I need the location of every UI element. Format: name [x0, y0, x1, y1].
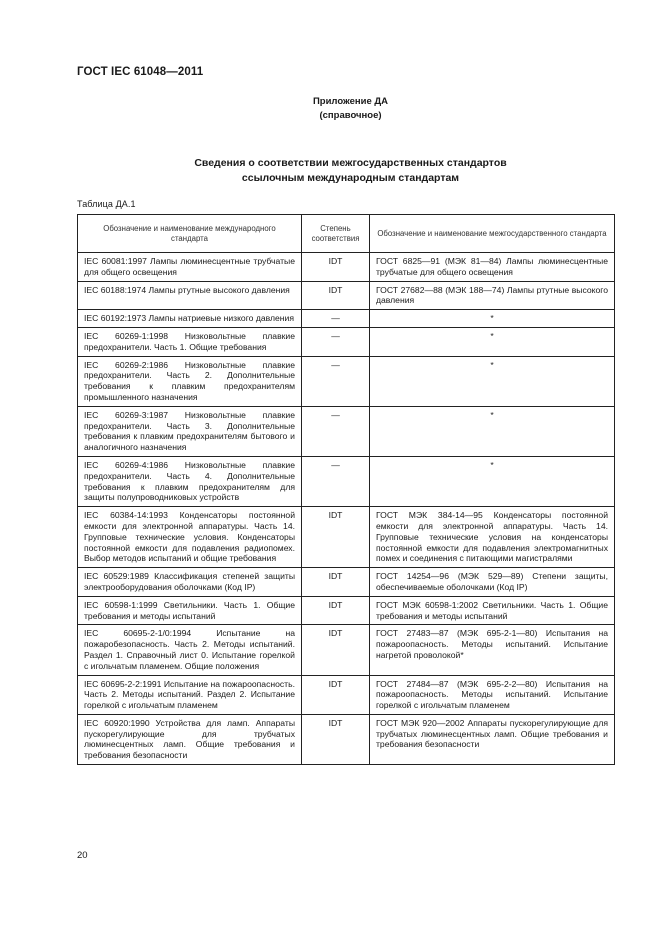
- cell-international-standard: IEC 60529:1989 Классификация степеней защиты электрооборудования оболочками (Код IP): [78, 568, 302, 597]
- table-row: [78, 507, 615, 568]
- cell-interstate-standard: *: [370, 406, 615, 456]
- cell-degree: —: [302, 327, 370, 356]
- cell-interstate-standard: ГОСТ МЭК 60598-1:2002 Светильники. Часть 1. Общие требования и методы испытаний: [370, 596, 615, 625]
- table-row: [78, 456, 615, 506]
- cell-degree: IDT: [302, 507, 370, 568]
- table-row: [78, 406, 615, 456]
- cell-interstate-standard: ГОСТ 6825—91 (МЭК 81—84) Лампы люминесцентные трубчатые для общего освещения: [370, 253, 615, 282]
- header-degree-of-correspondence: Степень соответствия: [302, 215, 370, 253]
- cell-international-standard: IEC 60269-2:1986 Низковольтные плавкие предохранители. Часть 2. Дополнительные требования к плавким предохранителям промышленного назначения: [78, 356, 302, 406]
- correspondence-table: [77, 214, 615, 765]
- cell-degree: IDT: [302, 596, 370, 625]
- cell-international-standard: IEC 60188:1974 Лампы ртутные высокого давления: [78, 281, 302, 310]
- cell-interstate-standard: *: [370, 356, 615, 406]
- cell-international-standard: IEC 60269-4:1986 Низковольтные плавкие предохранители. Часть 4. Дополнительные требования к плавким предохранителям для защиты полупроводниковых устройств: [78, 456, 302, 506]
- table-row: [78, 625, 615, 675]
- table-row: [78, 596, 615, 625]
- table-row: [78, 253, 615, 282]
- page-number: 20: [77, 850, 88, 861]
- cell-interstate-standard: ГОСТ 27682—88 (МЭК 188—74) Лампы ртутные высокого давления: [370, 281, 615, 310]
- appendix-label: Приложение ДА: [312, 96, 389, 107]
- table-row: [78, 310, 615, 328]
- section-title-line-1: Сведения о соответствии межгосударственных стандартов: [194, 157, 507, 169]
- cell-degree: —: [302, 406, 370, 456]
- header-international-standard: Обозначение и наименование международного стандарта: [78, 215, 302, 253]
- document-header: ГОСТ IEC 61048—2011: [77, 66, 204, 78]
- table-row: [78, 356, 615, 406]
- cell-interstate-standard: ГОСТ МЭК 384-14—95 Конденсаторы постоянной емкости для электронной аппаратуры. Часть 14. Групповые технические условия на конденсаторы постоянной емкости для подавления электромагнитных помех и соединения с питающими магистралями: [370, 507, 615, 568]
- cell-degree: IDT: [302, 568, 370, 597]
- cell-degree: —: [302, 356, 370, 406]
- cell-international-standard: IEC 60695-2-1/0:1994 Испытание на пожаробезопасность. Часть 2. Методы испытаний. Раздел 1. Справочный лист 0. Испытание горелкой с игольчатым пламенем. Общие положения: [78, 625, 302, 675]
- cell-degree: —: [302, 456, 370, 506]
- table-row: [78, 568, 615, 597]
- section-title: [0, 156, 661, 186]
- cell-degree: —: [302, 310, 370, 328]
- cell-interstate-standard: ГОСТ МЭК 920—2002 Аппараты пускорегулирующие для трубчатых люминесцентных ламп. Общие требования и требования безопасности: [370, 714, 615, 764]
- cell-international-standard: IEC 60269-3:1987 Низковольтные плавкие предохранители. Часть 3. Дополнительные требования к плавким предохранителям бытового и аналогичного назначения: [78, 406, 302, 456]
- cell-degree: IDT: [302, 625, 370, 675]
- cell-interstate-standard: ГОСТ 27484—87 (МЭК 695-2-2—80) Испытания на пожароопасность. Методы испытаний. Испытание горелкой с игольчатым пламенем: [370, 675, 615, 714]
- cell-international-standard: IEC 60269-1:1998 Низковольтные плавкие предохранители. Часть 1. Общие требования: [78, 327, 302, 356]
- cell-international-standard: IEC 60695-2-2:1991 Испытание на пожароопасность. Часть 2. Методы испытаний. Раздел 2. Испытание горелкой с игольчатым пламенем: [78, 675, 302, 714]
- table-row: [78, 714, 615, 764]
- appendix-note: (справочное): [319, 110, 382, 121]
- cell-international-standard: IEC 60081:1997 Лампы люминесцентные трубчатые для общего освещения: [78, 253, 302, 282]
- table-row: [78, 327, 615, 356]
- cell-international-standard: IEC 60598-1:1999 Светильники. Часть 1. Общие требования и методы испытаний: [78, 596, 302, 625]
- cell-interstate-standard: *: [370, 456, 615, 506]
- section-title-line-2: ссылочным международным стандартам: [241, 172, 460, 184]
- cell-degree: IDT: [302, 253, 370, 282]
- cell-interstate-standard: *: [370, 310, 615, 328]
- header-interstate-standard: Обозначение и наименование межгосударственного стандарта: [370, 215, 615, 253]
- cell-international-standard: IEC 60192:1973 Лампы натриевые низкого давления: [78, 310, 302, 328]
- cell-degree: IDT: [302, 281, 370, 310]
- table-row: [78, 281, 615, 310]
- cell-interstate-standard: ГОСТ 27483—87 (МЭК 695-2-1—80) Испытания на пожароопасность. Методы испытаний. Испытание нагретой проволокой*: [370, 625, 615, 675]
- cell-interstate-standard: *: [370, 327, 615, 356]
- table-row: [78, 675, 615, 714]
- cell-degree: IDT: [302, 675, 370, 714]
- cell-international-standard: IEC 60384-14:1993 Конденсаторы постоянной емкости для электронной аппаратуры. Часть 14. Групповые технические условия. Конденсаторы постоянной емкости для подавления радиопомех. Выбор методов испытаний и общие требования: [78, 507, 302, 568]
- cell-interstate-standard: ГОСТ 14254—96 (МЭК 529—89) Степени защиты, обеспечиваемые оболочками (Код IP): [370, 568, 615, 597]
- table-caption: Таблица ДА.1: [77, 199, 136, 209]
- cell-degree: IDT: [302, 714, 370, 764]
- appendix-heading: [0, 95, 661, 123]
- cell-international-standard: IEC 60920:1990 Устройства для ламп. Аппараты пускорегулирующие для трубчатых люминесцентных ламп. Общие требования и требования безопасности: [78, 714, 302, 764]
- table-header-row: [78, 215, 615, 253]
